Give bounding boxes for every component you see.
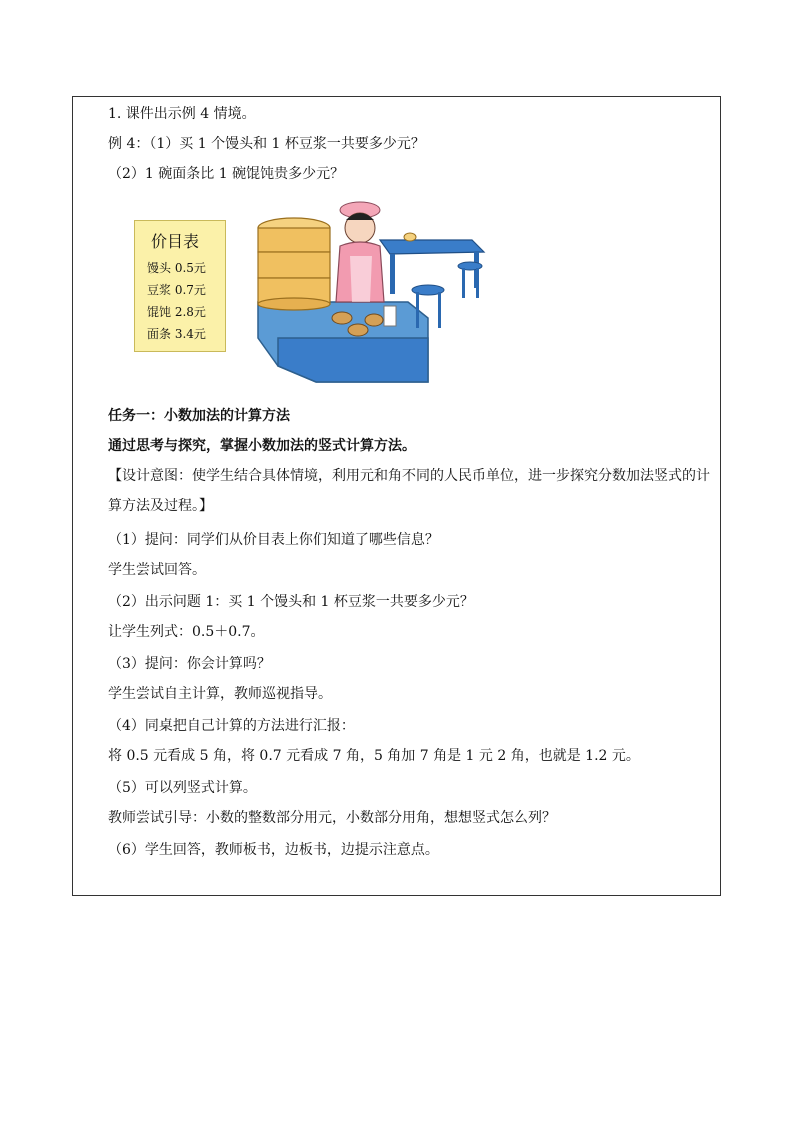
- task-goal: 通过思考与探究，掌握小数加法的竖式计算方法。: [108, 438, 416, 454]
- price-menu: [134, 220, 226, 352]
- line-16: 教师尝试引导：小数的整数部分用元，小数部分用角，想想竖式怎么列？: [108, 810, 556, 826]
- line-10: 让学生列式：0.5＋0.7。: [108, 624, 265, 640]
- line-11: （3）提问：你会计算吗？: [108, 656, 271, 672]
- design-intent-line-2: 算方法及过程。】: [108, 498, 213, 514]
- line-15: （5）可以列竖式计算。: [108, 780, 257, 796]
- design-intent-line-1: 【设计意图：使学生结合具体情境，利用元和角不同的人民币单位，进一步探究分数加法竖式的计: [108, 468, 710, 484]
- task-heading: 任务一：小数加法的计算方法: [108, 408, 290, 424]
- line-17: （6）学生回答，教师板书，边板书，边提示注意点。: [108, 842, 439, 858]
- line-14: 将 0.5 元看成 5 角，将 0.7 元看成 7 角，5 角加 7 角是 1 元 2 角，也就是 1.2 元。: [108, 748, 640, 764]
- line-13: （4）同桌把自己计算的方法进行汇报：: [108, 718, 355, 734]
- line-1: 例 4：（1）买 1 个馒头和 1 杯豆浆一共要多少元？: [108, 136, 425, 152]
- line-9: （2）出示问题 1：买 1 个馒头和 1 杯豆浆一共要多少元？: [108, 594, 474, 610]
- steamer-stack: [258, 218, 330, 310]
- menu-item: 馒头 0.5元: [147, 261, 206, 275]
- menu-item: 馄饨 2.8元: [147, 305, 206, 319]
- cook: [336, 202, 384, 302]
- line-8: 学生尝试回答。: [108, 562, 206, 578]
- menu-title: 价目表: [151, 232, 200, 251]
- line-7: （1）提问：同学们从价目表上你们知道了哪些信息？: [108, 532, 439, 548]
- counter-front: [278, 338, 428, 382]
- menu-item: 面条 3.4元: [147, 327, 206, 341]
- line-2: （2）1 碗面条比 1 碗馄饨贵多少元？: [108, 166, 345, 182]
- menu-item: 豆浆 0.7元: [147, 283, 206, 297]
- line-0: 1. 课件出示例 4 情境。: [108, 106, 256, 122]
- line-12: 学生尝试自主计算，教师巡视指导。: [108, 686, 332, 702]
